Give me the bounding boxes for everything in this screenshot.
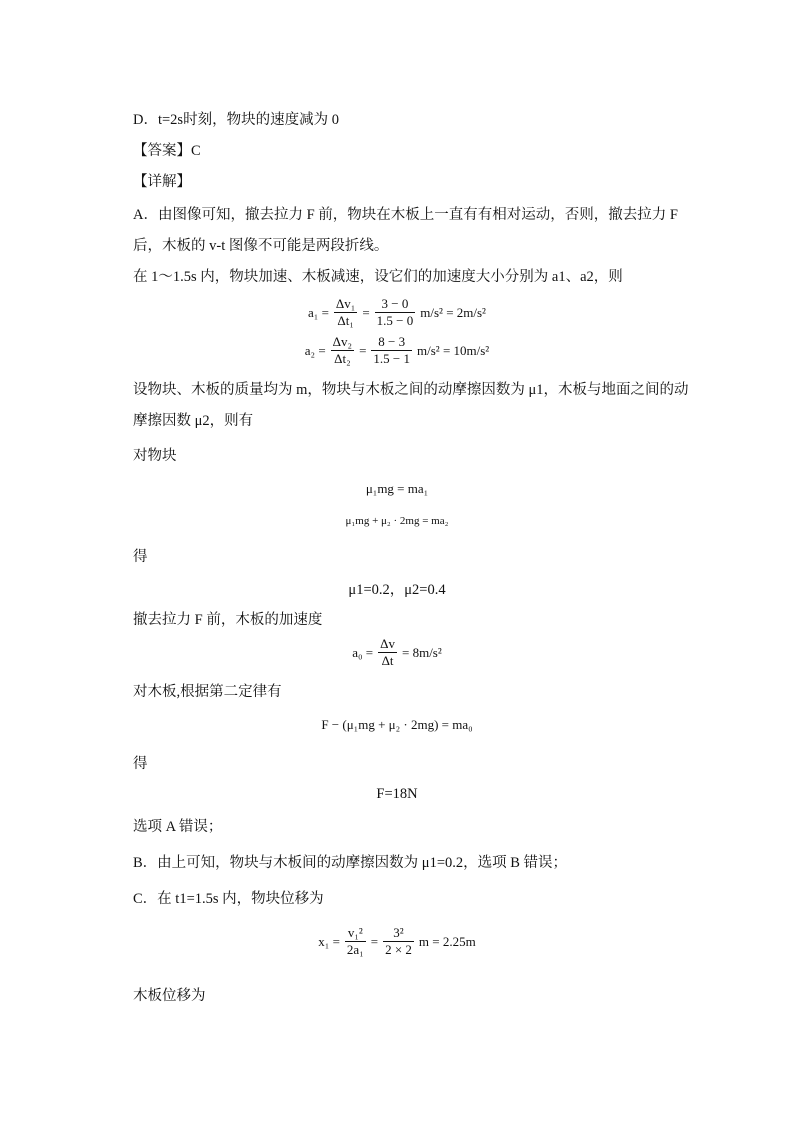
force-result: F=18N — [376, 786, 418, 802]
fraction: $\frac{\text{Δv₁}}{\text{Δt₁}}$ — [335, 296, 356, 328]
explain-a-line2: 后，木板的 v-t 图像不可能是两段折线。 — [133, 238, 389, 254]
option-a-wrong: 选项 A 错误； — [133, 819, 223, 835]
equation-force: F − (μ₁mg + μ₂ · 2mg) = ma₀ — [321, 717, 473, 732]
result-label-2: 得 — [133, 756, 148, 772]
block-displacement-intro: C．在 t1=1.5s 内，物块位移为 — [133, 891, 324, 907]
answer-label: 【答案】C — [133, 143, 201, 159]
equation-x1: x₁ = $\frac{\text{v₁²}}{\text{2a₁}}$ = $\frac{\text{3²}}{2 \times 2}$ m = 2.25m — [318, 925, 476, 957]
equation-block: μ₁mg = ma₁ — [365, 481, 429, 496]
fraction: $\frac{8 - 3}{1.5 - 1}$ — [373, 334, 411, 366]
for-block-label: 对物块 — [133, 448, 177, 464]
fraction: $\frac{\text{Δv₂}}{\text{Δt₂}}$ — [332, 334, 353, 366]
explanation-heading: 【详解】 — [133, 174, 191, 190]
second-law-intro: 对木板,根据第二定律有 — [133, 684, 282, 700]
equation-a0: a₀ = $\frac{\Delta v}{\Delta t}$ = 8m/s² — [352, 636, 442, 668]
fraction: $\frac{\text{3²}}{2 \times 2}$ — [385, 925, 412, 957]
option-d: D．t=2s时刻，物块的速度减为 0 — [133, 112, 339, 128]
acceleration-intro: 在 1～1.5s 内，物块加速、木板减速，设它们的加速度大小分别为 a1、a2，则 — [133, 269, 623, 285]
mass-friction-line1: 设物块、木板的质量均为 m，物块与木板之间的动摩擦因数为 μ1，木板与地面之间的动 — [133, 382, 689, 398]
equation-board: μ₁mg + μ₂ · 2mg = ma₂ — [345, 515, 449, 527]
equation-a2: a₂ = $\frac{\text{Δv₂}}{\text{Δt₂}}$ = $\frac{8 - 3}{1.5 - 1}$ m/s² = 10m/s² — [304, 334, 490, 366]
result-label-1: 得 — [133, 549, 148, 565]
mass-friction-line2: 摩擦因数 μ2，则有 — [133, 413, 254, 429]
fraction: $\frac{\Delta v}{\Delta t}$ — [380, 636, 395, 668]
fraction: $\frac{\text{v₁²}}{\text{2a₁}}$ — [346, 925, 364, 957]
board-displacement-intro: 木板位移为 — [133, 988, 206, 1004]
friction-result: μ1=0.2，μ2=0.4 — [348, 582, 446, 598]
board-accel-intro: 撤去拉力 F 前，木板的加速度 — [133, 612, 323, 628]
option-b-wrong: B．由上可知，物块与木板间的动摩擦因数为 μ1=0.2，选项 B 错误； — [133, 855, 568, 871]
equation-a1: a₁ = $\frac{\text{Δv₁}}{\text{Δt₁}}$ = $\frac{3 - 0}{1.5 - 0}$ m/s² = 2m/s² — [308, 296, 486, 328]
eq-a1-lhs: a₁ = — [308, 304, 329, 320]
explain-a-line1: A．由图像可知，撤去拉力 F 前，物块在木板上一直有有相对运动，否则，撤去拉力 F — [133, 207, 678, 223]
fraction: $\frac{3 - 0}{1.5 - 0}$ — [376, 296, 414, 328]
